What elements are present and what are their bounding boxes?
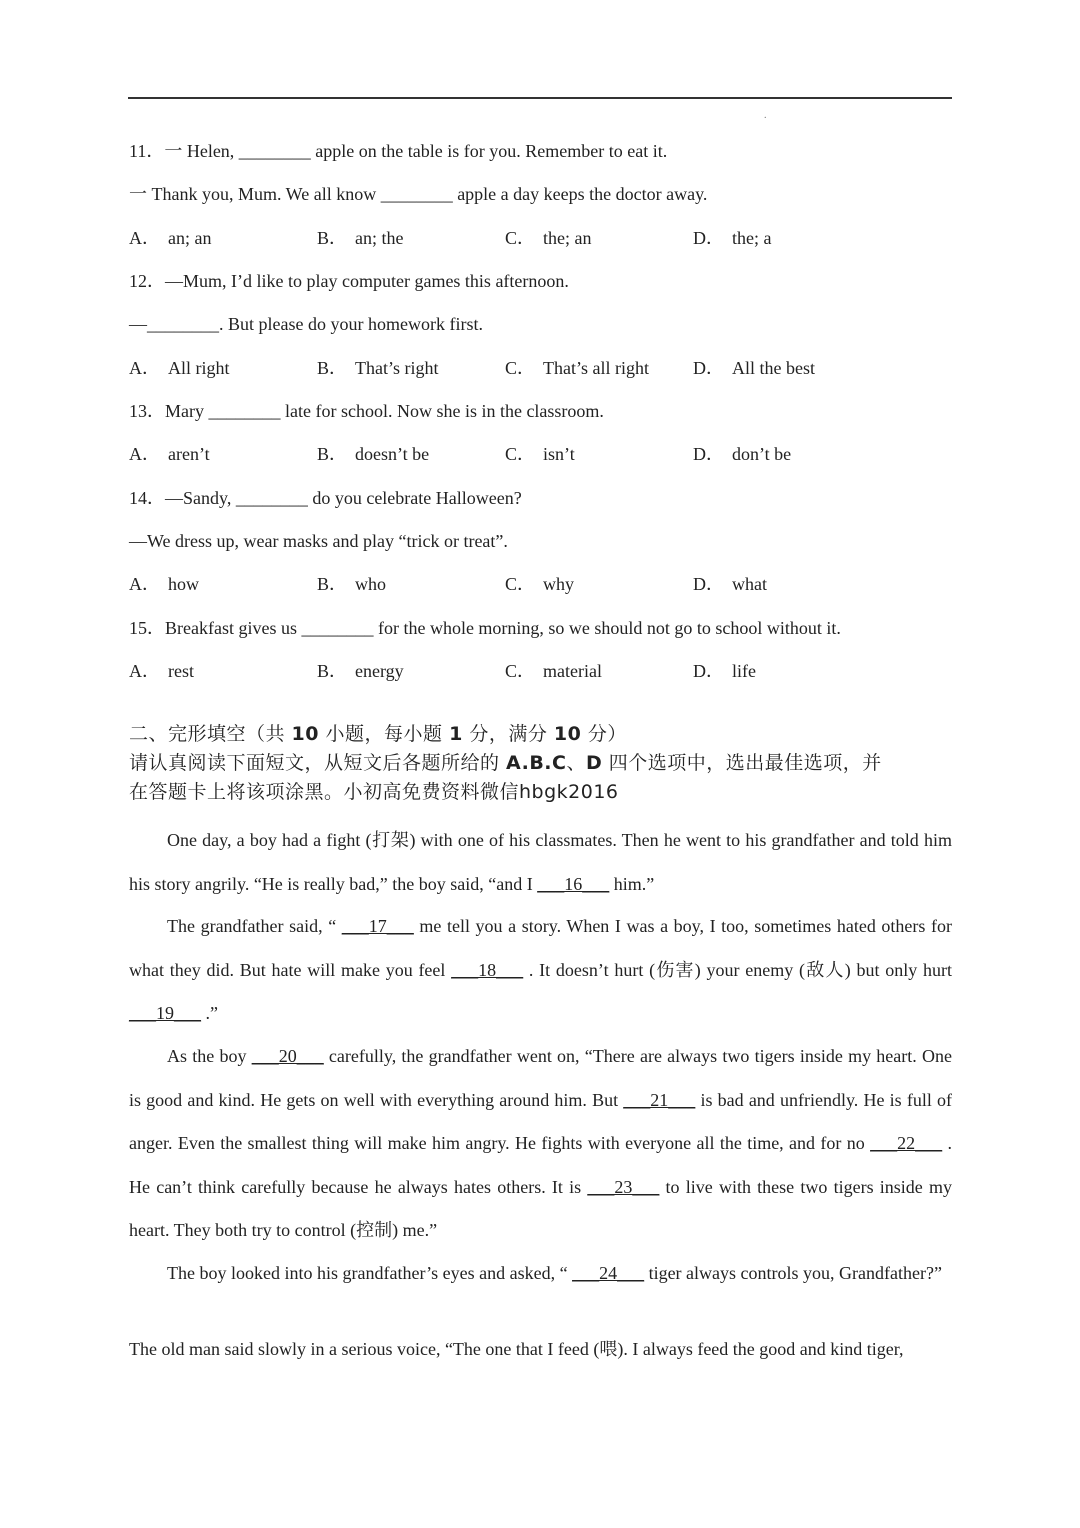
q13-line1: 13．Mary ________ late for school. Now she is in the classroom. bbox=[129, 401, 604, 421]
option-label: B． bbox=[317, 228, 348, 248]
option-text: an; an bbox=[168, 228, 212, 248]
q12-option-d bbox=[693, 357, 815, 379]
blank-20: ___20___ bbox=[251, 1046, 324, 1066]
q15-option-d bbox=[693, 660, 756, 682]
section-title-text: 二、完形填空（共 bbox=[129, 723, 292, 745]
q15-option-a bbox=[129, 660, 194, 682]
q15-option-c bbox=[505, 660, 602, 682]
q14-option-b bbox=[317, 573, 386, 595]
q14-line1: 14．—Sandy, ________ do you celebrate Halloween? bbox=[129, 488, 522, 508]
option-text: All the best bbox=[732, 358, 815, 378]
blank-19: ___19___ bbox=[129, 1003, 201, 1023]
option-text: doesn’t be bbox=[355, 444, 430, 464]
passage-text: . It doesn’t hurt (伤害) your enemy (敌人) but only hurt bbox=[523, 959, 953, 980]
option-text: the; a bbox=[732, 228, 772, 248]
passage-text: carefully, the grandfather went on, “There are always two tigers inside my heart. One is good and kind. He gets on well with everything around him. But bbox=[129, 1046, 952, 1110]
q13-option-a bbox=[129, 443, 210, 465]
instruction-text: 、 bbox=[566, 752, 586, 774]
option-label: B． bbox=[317, 358, 348, 378]
q14-line2: —We dress up, wear masks and play “trick or treat”. bbox=[129, 531, 508, 551]
option-text: life bbox=[732, 661, 756, 681]
option-label: A． bbox=[129, 444, 160, 464]
section-title-total: 10 bbox=[553, 723, 582, 745]
option-label: D． bbox=[693, 228, 724, 248]
option-label: C． bbox=[505, 574, 536, 594]
passage-text: . He can’t think carefully because he always hates others. It is bbox=[129, 1133, 953, 1197]
section-title-text: 小题，每小题 bbox=[319, 723, 450, 745]
q12-line1: 12．—Mum, I’d like to play computer games this afternoon. bbox=[129, 271, 569, 291]
option-text: how bbox=[168, 574, 199, 594]
option-label: D． bbox=[693, 444, 724, 464]
option-label: C． bbox=[505, 661, 536, 681]
passage-text: him.” bbox=[609, 873, 655, 894]
section-title-text: 分） bbox=[581, 723, 627, 745]
option-text: an; the bbox=[355, 228, 404, 248]
passage-text: tiger always controls you, Grandfather?” bbox=[644, 1263, 942, 1283]
option-text: the; an bbox=[543, 228, 592, 248]
section-instruction bbox=[129, 749, 953, 778]
option-label: A． bbox=[129, 228, 160, 248]
option-text: rest bbox=[168, 661, 194, 681]
option-label: C． bbox=[505, 228, 536, 248]
option-label: D． bbox=[693, 358, 724, 378]
passage-text: One day, a boy had a fight (打架) with one of his classmates. Then he went to his grandfather and told him his story angrily. “He is really bad,” the boy said, “and I bbox=[129, 830, 952, 894]
q15-line1: 15．Breakfast gives us ________ for the whole morning, so we should not go to school without it. bbox=[129, 618, 841, 638]
option-text: why bbox=[543, 574, 575, 594]
option-label: A． bbox=[129, 574, 160, 594]
option-text: what bbox=[732, 574, 767, 594]
q11-line1: 11．一 Helen, ________ apple on the table is for you. Remember to eat it. bbox=[129, 141, 668, 161]
passage-paragraph-5: The old man said slowly in a serious voice, “The one that I feed (喂). I always feed the good and kind tiger, bbox=[129, 1339, 904, 1359]
blank-23: ___23___ bbox=[587, 1176, 660, 1197]
passage-text: .” bbox=[201, 1003, 218, 1023]
option-label: A． bbox=[129, 358, 160, 378]
q11-option-b bbox=[317, 227, 404, 249]
q11-line2: 一 Thank you, Mum. We all know ________ apple a day keeps the doctor away. bbox=[129, 184, 708, 204]
option-text: aren’t bbox=[168, 444, 210, 464]
section-title-text: 分，满分 bbox=[462, 723, 554, 745]
section-title-points: 1 bbox=[449, 723, 463, 745]
option-text: That’s right bbox=[355, 358, 439, 378]
q13-option-c bbox=[505, 443, 575, 465]
q13-option-d bbox=[693, 443, 791, 465]
instruction-text: 请认真阅读下面短文，从短文后各题所给的 bbox=[129, 752, 507, 774]
q14-option-c bbox=[505, 573, 574, 595]
instruction-options: A.B.C bbox=[506, 752, 567, 774]
q11-option-a bbox=[129, 227, 211, 249]
passage-text: The grandfather said, “ bbox=[167, 916, 342, 936]
q11-option-d bbox=[693, 227, 771, 249]
section-title-count: 10 bbox=[291, 723, 319, 745]
passage-text: to live with these two tigers inside my heart. They both try to control (控制) me.” bbox=[129, 1176, 952, 1240]
passage-paragraph-4 bbox=[129, 1252, 952, 1296]
blank-18: ___18___ bbox=[451, 959, 524, 980]
passage-paragraph-3 bbox=[129, 1035, 952, 1253]
scan-dot: . bbox=[764, 110, 767, 121]
q12-line2: —________. But please do your homework first. bbox=[129, 314, 483, 334]
option-label: A． bbox=[129, 661, 160, 681]
option-text: isn’t bbox=[543, 444, 575, 464]
q12-option-c bbox=[505, 357, 649, 379]
option-text: who bbox=[355, 574, 387, 594]
blank-24: ___24___ bbox=[572, 1263, 645, 1283]
passage-text: As the boy bbox=[167, 1046, 252, 1066]
passage-text: is bad and unfriendly. He is full of anger. Even the smallest thing will make him angry. He fights with everyone all the time, and for no bbox=[129, 1089, 953, 1153]
instruction-text: 四个选项中，选出最佳选项，并 bbox=[602, 752, 882, 774]
option-label: B． bbox=[317, 661, 348, 681]
option-label: D． bbox=[693, 574, 724, 594]
blank-17: ___17___ bbox=[341, 916, 414, 936]
blank-22: ___22___ bbox=[870, 1133, 943, 1153]
section-title bbox=[129, 720, 953, 749]
q12-option-a bbox=[129, 357, 230, 379]
option-label: B． bbox=[317, 574, 348, 594]
instruction-options: D bbox=[585, 752, 603, 774]
option-text: energy bbox=[355, 661, 404, 681]
passage-paragraph-2 bbox=[129, 905, 952, 1036]
q14-option-a bbox=[129, 573, 199, 595]
q15-option-b bbox=[317, 660, 404, 682]
blank-21: ___21___ bbox=[623, 1089, 696, 1110]
header-rule bbox=[128, 97, 952, 99]
option-label: C． bbox=[505, 358, 536, 378]
section-cloze-header bbox=[129, 720, 953, 807]
q14-option-d bbox=[693, 573, 767, 595]
option-text: That’s all right bbox=[543, 358, 649, 378]
q12-option-b bbox=[317, 357, 439, 379]
q11-option-c bbox=[505, 227, 592, 249]
option-text: material bbox=[543, 661, 602, 681]
q13-option-b bbox=[317, 443, 429, 465]
option-text: All right bbox=[168, 358, 230, 378]
passage-paragraph-1 bbox=[129, 819, 952, 906]
option-label: B． bbox=[317, 444, 348, 464]
option-text: don’t be bbox=[732, 444, 792, 464]
passage-text: me tell you a story. When I was a boy, I too, sometimes hated others for what they did. But hate will make you feel bbox=[129, 916, 952, 980]
section-instruction-2: 在答题卡上将该项涂黑。小初高免费资料微信hbgk2016 bbox=[129, 781, 619, 803]
option-label: D． bbox=[693, 661, 724, 681]
option-label: C． bbox=[505, 444, 536, 464]
blank-16: ___16___ bbox=[537, 873, 610, 894]
passage-text: The boy looked into his grandfather’s eyes and asked, “ bbox=[167, 1263, 573, 1283]
